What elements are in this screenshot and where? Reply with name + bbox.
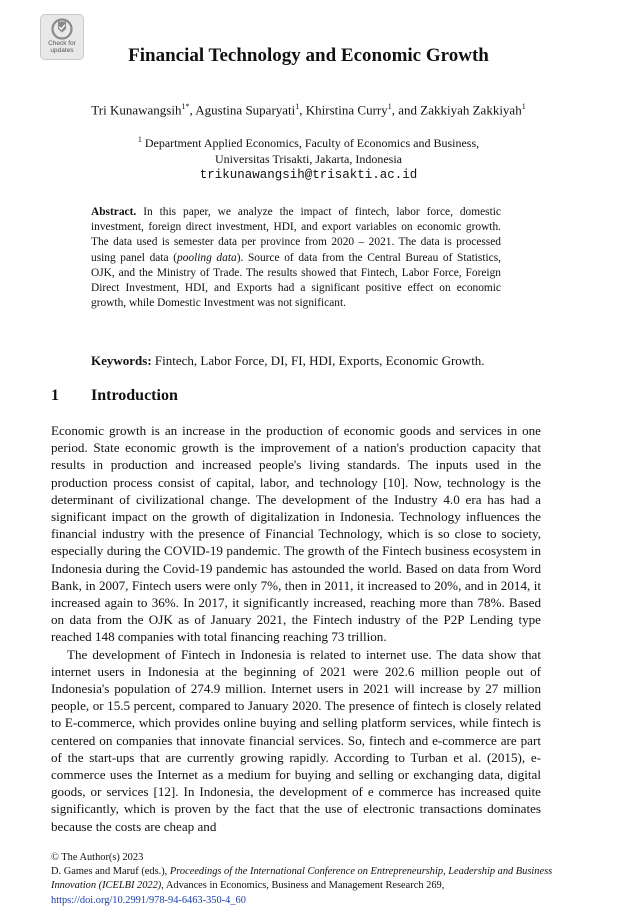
author-name: Agustina Suparyati (195, 102, 296, 118)
author-list (0, 99, 617, 118)
affiliation-line-2: Universitas Trisakti, Jakarta, Indonesia (215, 152, 402, 166)
author-separator: , and (391, 102, 421, 118)
author-affiliation-marker: 1 (521, 102, 526, 111)
footer-editors: D. Games and Maruf (eds.), (51, 866, 170, 878)
section-title: Introduction (91, 387, 178, 404)
keywords (91, 353, 531, 369)
abstract (91, 205, 501, 311)
check-for-updates-icon (51, 18, 73, 40)
affiliation-marker: 1 (137, 135, 142, 144)
body-text (51, 422, 541, 835)
affiliation-block (0, 132, 617, 183)
abstract-text-2: ). Source of data from the Central Bureau of Statistics, OJK, and the Ministry of Trade. The results showed that Fintech, Labor Force, Foreign Direct Investment, HDI, and Exports had a significant positive effect on economic growth, while Domestic Investment was not significant. (91, 251, 501, 310)
keywords-text: Fintech, Labor Force, DI, FI, HDI, Exports, Economic Growth. (151, 353, 485, 368)
author-affiliation-marker: 1 (295, 102, 300, 111)
abstract-label: Abstract. (91, 206, 137, 218)
body-paragraph: Economic growth is an increase in the production of economic goods and services in one period. State economic growth is the improvement of a nation's production capacity that results in production and increased people's living standards. The inputs used in the production process consist of capital, labor, and technology [10]. Now, technology is the determinant of civilizational change. The development of the Industry 4.0 era has had a significant impact on the growth of digitalization in Indonesia. Technology influences the financial industry with the presence of Financial Technology, which is so close to society, especially during the COVID-19 pandemic. The growth of the Fintech business ecosystem in Indonesia during the Covid-19 pandemic has astounded the world. Based on data from Word Bank, in 2007, Fintech users were only 7%, then in 2011, it increased to 20%, and in 2014, it increased again to 36%. In 2017, it significantly increased, reaching more than 78%. Based on data from the OJK as of January 2021, the Fintech industry of the P2P Lending type reached 148 companies with total financing reaching 73 trillion. (51, 423, 541, 645)
doi-link[interactable]: https://doi.org/10.2991/978-94-6463-350-4_60 (51, 894, 246, 906)
affiliation-line-1: Department Applied Economics, Faculty of Economics and Business, (141, 136, 480, 150)
author-affiliation-marker: 1* (181, 102, 190, 111)
author-name: Tri Kunawangsih (91, 102, 182, 118)
page-footer (51, 851, 571, 908)
author-separator: , (299, 102, 306, 118)
body-paragraph: The development of Fintech in Indonesia is related to internet use. The data show that internet users in Indonesia at the beginning of 2021 were 202.6 million people out of Indonesia's population of 274.9 million. Internet users in 2021 will increase by 27 million people, or 15.5 percent, compared to January 2020. The presence of fintech is closely related to E-commerce, which provides online buying and selling platform services, while fintech is centered on companies that innovate financial services. So, fintech and e-commerce are part of the start-ups that are currently growing rapidly. According to Turban et al. (2015), e-commerce uses the Internet as a medium for buying and selling or exchanging data, digital goods, or services [12]. In Indonesia, the development of e commerce has increased quite significantly, which is proven by the fact that the use of electronic transactions dominates because the costs are cheap and (51, 646, 541, 834)
copyright-line: © The Author(s) 2023 (51, 852, 144, 863)
abstract-text-1: In this paper, we analyze the impact of fintech, labor force, domestic investment, foreign direct investment, HDI, and export variables on economic growth. The data used is semester data per province from 2020 – 2021. The data is processed using panel data ( (91, 206, 501, 264)
author-email[interactable]: trikunawangsih@trisakti.ac.id (199, 168, 418, 182)
author-name: Zakkiyah Zakkiyah (420, 102, 522, 118)
author-affiliation-marker: 1 (387, 102, 392, 111)
section-heading (51, 386, 178, 406)
badge-line-2: updates (50, 47, 74, 54)
paper-title: Financial Technology and Economic Growth (128, 45, 489, 66)
abstract-italic-term: pooling data (177, 251, 237, 264)
footer-series: , Advances in Economics, Business and Management Research 269, (161, 880, 445, 892)
footer-proceedings-title: Proceedings of the International Conference on Entrepreneurship, Leadership and Business Innovation (ICELBI 2022) (51, 866, 553, 892)
author-name: Khirstina Curry (305, 102, 388, 118)
author-separator: , (189, 102, 196, 118)
section-number: 1 (51, 387, 59, 404)
badge-line-1: Check for (48, 40, 76, 47)
keywords-label: Keywords: (91, 353, 152, 368)
